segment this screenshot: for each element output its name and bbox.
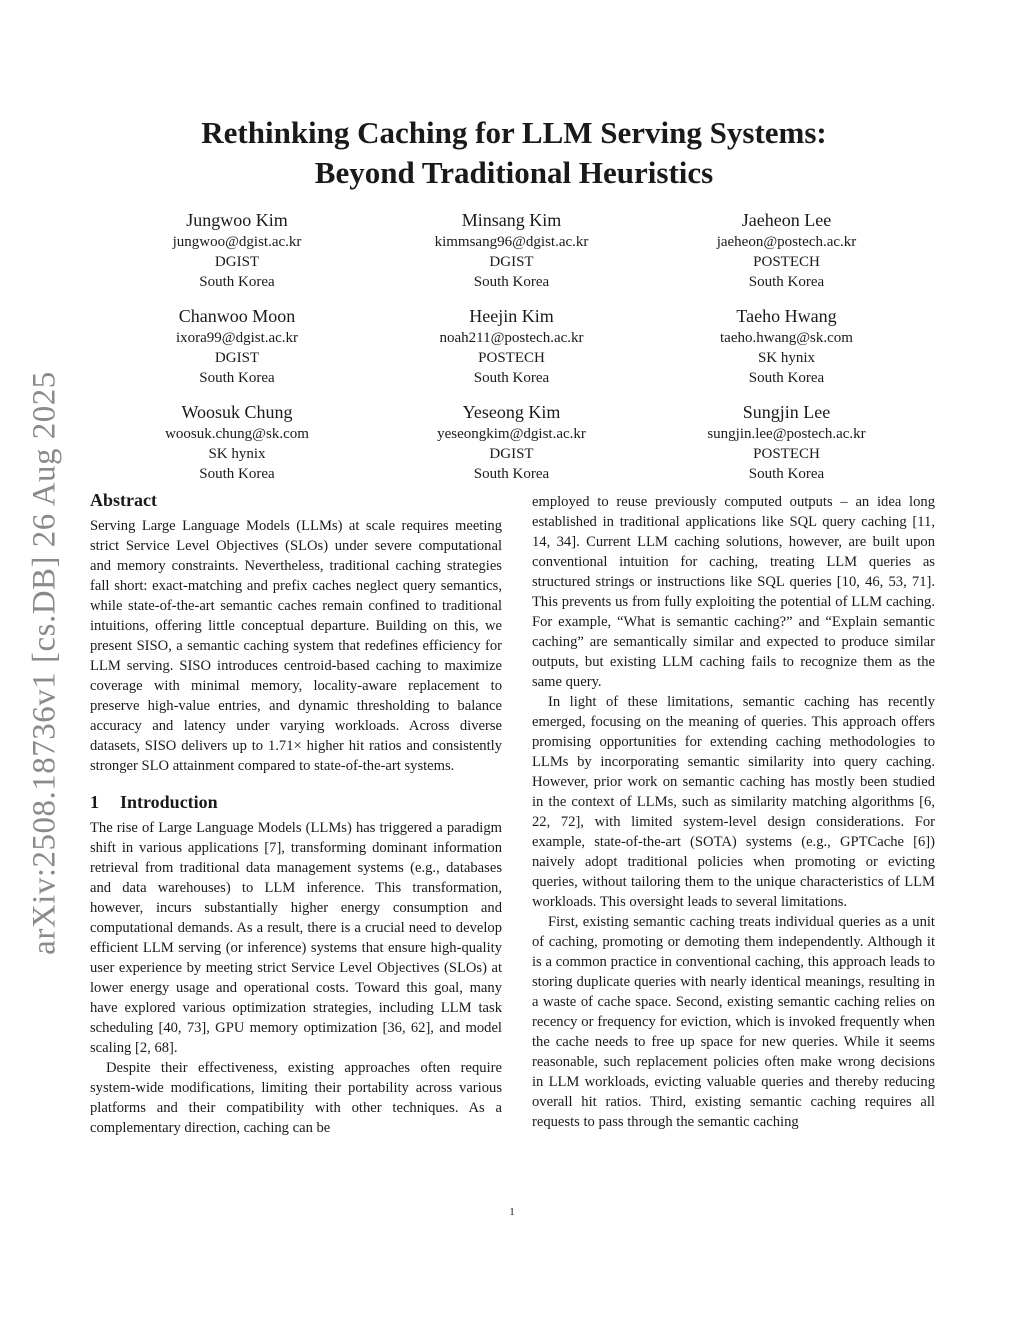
author-affiliation: POSTECH [753, 254, 820, 270]
author-email: woosuk.chung@sk.com [165, 426, 309, 442]
author-email: kimmsang96@dgist.ac.kr [434, 234, 589, 250]
author-name: Heejin Kim [469, 306, 554, 326]
author-affiliation: SK hynix [757, 350, 816, 366]
section-number: 1 [90, 792, 99, 812]
author-block [100, 208, 924, 484]
author-email: sungjin.lee@postech.ac.kr [707, 426, 866, 442]
page-number: 1 [509, 1206, 515, 1218]
abstract-text: Serving Large Language Models (LLMs) at scale requires meeting strict Service Level Objectives (SLOs) under severe computational and memory constraints. Nevertheless, traditional caching strategies fall short: exact-matching and prefix caches neglect query semantics, while state-of-the-art semantic caches remain confined to traditional intuitions, offering little conceptual departure. Building on this, we present SISO, a semantic caching system that redefines efficiency for LLM serving. SISO introduces centroid-based caching to maximize coverage with minimal memory, locality-aware replacement to preserve high-value entries, and dynamic thresholding to balance accuracy and latency under varying workloads. Across diverse datasets, SISO delivers up to 1.71× higher hit ratios and consistently stronger SLO attainment compared to state-of-the-art systems. [90, 518, 502, 774]
intro-paragraph-3: In light of these limitations, semantic caching has recently emerged, focusing on the meaning of queries. This approach offers promising opportunities for extending caching methodologies to LLMs by incorporating semantic similarity into query caching. However, prior work on semantic caching has mostly been studied in the context of LLMs, such as similarity matching algorithms [6, 22, 72], with limited system-level design considerations. For example, state-of-the-art (SOTA) systems (e.g., GPTCache [6]) naively adopt traditional policies when promoting or evicting queries, without tailoring them to the unique characteristics of LLM workloads. This oversight leads to several limitations. [532, 694, 935, 910]
author-name: Minsang Kim [461, 210, 562, 230]
title-line-2: Beyond Traditional Heuristics [314, 155, 714, 190]
author-name: Yeseong Kim [462, 402, 561, 422]
author-name: Woosuk Chung [181, 402, 293, 422]
author-country: South Korea [473, 370, 550, 386]
section-title: Introduction [120, 792, 218, 812]
author-country: South Korea [199, 466, 275, 482]
author-card [100, 304, 374, 388]
right-column [532, 492, 935, 1132]
intro-paragraph-2-continued: employed to reuse previously computed outputs – an idea long established in traditional applications like SQL query caching [11, 14, 34]. Current LLM caching solutions, however, are built upon conventional intuition for caching, treating LLM queries as structured strings or instructions like SQL queries [10, 46, 53, 71]. This prevents us from fully exploiting the potential of LLM caching. For example, “What is semantic caching?” and “Explain semantic caching” are semantically similar and expected to produce similar outputs, but existing LLM caching fails to recognize them as the same query. [532, 494, 935, 690]
author-card [374, 304, 649, 388]
author-name: Chanwoo Moon [178, 306, 296, 326]
introduction-heading [90, 790, 502, 814]
author-country: South Korea [199, 370, 275, 386]
author-name: Jaeheon Lee [741, 210, 832, 230]
author-affiliation: POSTECH [478, 350, 545, 366]
author-country: South Korea [473, 466, 550, 482]
intro-paragraph-1: The rise of Large Language Models (LLMs) has triggered a paradigm shift in various applications [7], transforming dominant information retrieval from traditional data management systems (e.g., databases and data warehouses) to LLM inference. This transformation, however, incurs substantially higher energy consumption and computational demands. As a result, there is a crucial need to develop efficient LLM serving (or inference) systems that ensure high-quality user experience by meeting strict Service Level Objectives (SLOs) at lower energy usage and operational costs. Toward this goal, many have explored various optimization strategies, including LLM task scheduling [40, 73], GPU memory optimization [36, 62], and model scaling [2, 68]. [90, 820, 502, 1056]
author-country: South Korea [748, 274, 825, 290]
intro-paragraph-4: First, existing semantic caching treats individual queries as a unit of caching, promoting or demoting them independently. Although it is a common practice in conventional caching, this approach leads to storing duplicate queries with nearly identical meanings, resulting in a waste of cache space. Second, existing semantic caching relies on recency or frequency for eviction, which is invoked frequently when the cache needs to free up space for new queries. While it seems reasonable, such replacement policies often make wrong decisions in LLM workloads, evicting valuable queries and thereby reducing overall hit ratios. Third, existing semantic caching requires all requests to pass through the semantic caching [532, 914, 935, 1130]
author-email: taeho.hwang@sk.com [720, 330, 853, 346]
author-card [649, 208, 924, 292]
author-affiliation: DGIST [214, 254, 260, 270]
intro-paragraph-2: Despite their effectiveness, existing approaches often require system-wide modifications, limiting their portability across various platforms and their compatibility with other techniques. As a complementary direction, caching can be [90, 1060, 502, 1136]
author-affiliation: DGIST [489, 254, 534, 270]
author-name: Taeho Hwang [736, 306, 837, 326]
author-card [100, 400, 374, 484]
author-affiliation: POSTECH [753, 446, 820, 462]
abstract-heading: Abstract [90, 490, 157, 510]
author-card [649, 304, 924, 388]
left-column [90, 488, 502, 1138]
author-email: jungwoo@dgist.ac.kr [172, 234, 302, 250]
author-email: jaeheon@postech.ac.kr [716, 234, 857, 250]
author-affiliation: DGIST [489, 446, 534, 462]
author-card [649, 400, 924, 484]
author-affiliation: DGIST [214, 350, 260, 366]
title-line-1: Rethinking Caching for LLM Serving Systems: [201, 115, 827, 150]
author-country: South Korea [748, 370, 825, 386]
author-card [100, 208, 374, 292]
author-country: South Korea [473, 274, 550, 290]
author-email: ixora99@dgist.ac.kr [175, 330, 299, 346]
author-card [374, 400, 649, 484]
author-email: yeseongkim@dgist.ac.kr [437, 426, 586, 442]
author-country: South Korea [748, 466, 825, 482]
paper-title [0, 113, 1024, 193]
arxiv-identifier: arXiv:2508.18736v1 [cs.DB] 26 Aug 2025 [26, 371, 63, 955]
author-card [374, 208, 649, 292]
author-email: noah211@postech.ac.kr [439, 330, 584, 346]
author-affiliation: SK hynix [208, 446, 266, 462]
author-name: Jungwoo Kim [186, 210, 288, 230]
author-name: Sungjin Lee [742, 402, 831, 422]
author-country: South Korea [199, 274, 275, 290]
